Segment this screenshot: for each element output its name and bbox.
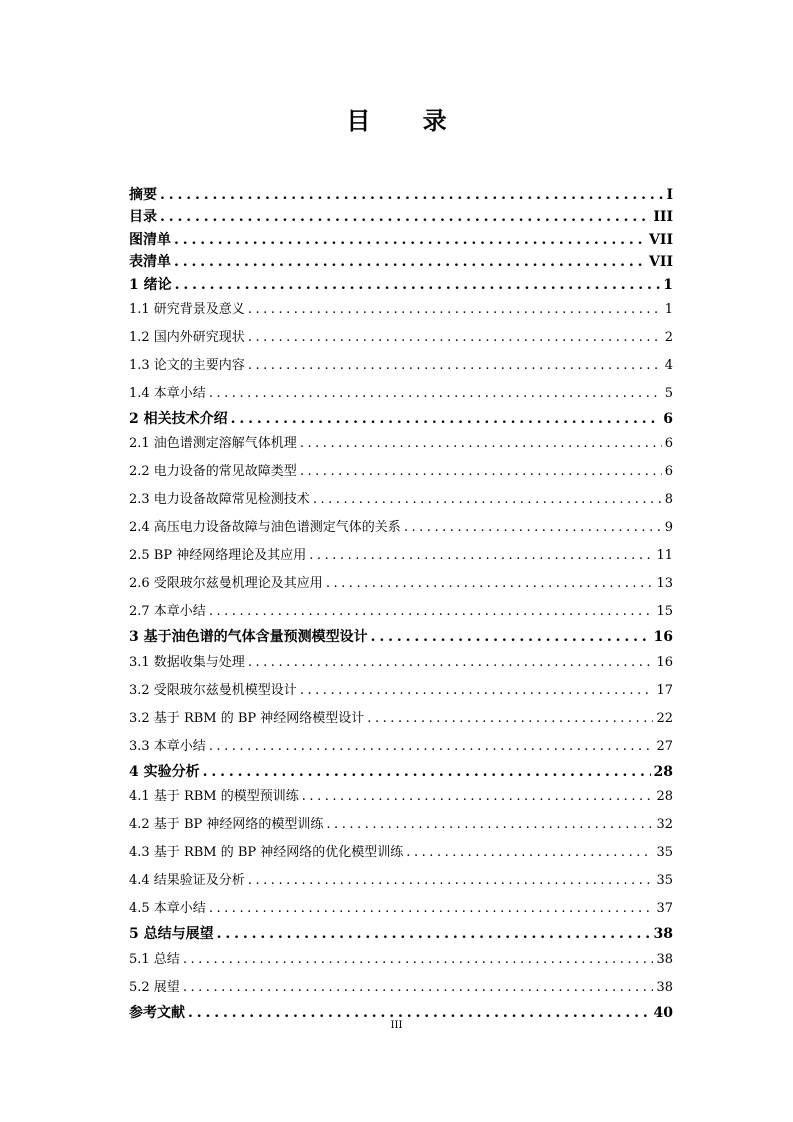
toc-entry[interactable] [129, 974, 673, 1002]
toc-entry-page: 15 [656, 604, 673, 620]
dot-leader [406, 839, 653, 867]
dot-leader [313, 486, 662, 514]
dot-leader [209, 733, 654, 761]
toc-entry[interactable] [129, 839, 673, 867]
toc-entry-page: 38 [653, 926, 673, 943]
toc-entry[interactable] [129, 458, 673, 486]
dot-leader [371, 626, 651, 648]
toc-entry[interactable] [129, 514, 673, 542]
toc-entry-label: 表清单 [129, 254, 171, 271]
dot-leader [209, 598, 654, 626]
toc-entry[interactable] [129, 408, 673, 430]
toc-entry-label: 5 总结与展望 [129, 926, 214, 943]
toc-entry[interactable] [129, 206, 673, 228]
dot-leader [160, 184, 663, 206]
dot-leader [203, 761, 651, 783]
toc-entry-page: 40 [653, 1004, 673, 1021]
toc-entry-label: 2.5 BP 神经网络理论及其应用 [129, 548, 307, 564]
toc-entry-page: 2 [664, 329, 673, 345]
toc-entry-label: 1.3 论文的主要内容 [129, 357, 245, 373]
toc-entry[interactable] [129, 733, 673, 761]
toc-entry-label: 摘要 [129, 187, 157, 203]
toc-entry-page: 27 [656, 738, 673, 754]
dot-leader [175, 274, 661, 296]
toc-entry-label: 3.1 数据收集与处理 [129, 654, 245, 670]
dot-leader [248, 296, 662, 324]
toc-entry-page: 35 [656, 873, 673, 889]
toc-entry-page: 1 [663, 276, 673, 293]
dot-leader [160, 206, 650, 228]
dot-leader [367, 705, 653, 733]
toc-entry[interactable] [129, 895, 673, 923]
toc-entry-page: 11 [656, 548, 673, 564]
toc-entry-label: 5.2 展望 [129, 979, 180, 995]
dot-leader [217, 923, 651, 945]
toc-entry[interactable] [129, 570, 673, 598]
toc-entry-label: 2.2 电力设备的常见故障类型 [129, 464, 297, 480]
toc-entry[interactable] [129, 867, 673, 895]
dot-leader [300, 677, 654, 705]
toc-entry-page: 38 [656, 979, 673, 995]
toc-entry[interactable] [129, 705, 673, 733]
toc-entry-page: 6 [664, 464, 673, 480]
toc-entry-label: 参考文献 [129, 1004, 185, 1021]
toc-entry-page: 32 [656, 817, 673, 833]
toc-entry-page: 37 [656, 901, 673, 917]
dot-leader [248, 867, 654, 895]
toc-entry-page: 38 [656, 951, 673, 967]
toc-entry-label: 4 实验分析 [129, 763, 200, 780]
toc-entry-label: 4.2 基于 BP 神经网络的模型训练 [129, 817, 324, 833]
toc-entry-label: 2.4 高压电力设备故障与油色谱测定气体的关系 [129, 520, 401, 536]
dot-leader [300, 430, 662, 458]
toc-entry[interactable] [129, 184, 673, 206]
toc-entry[interactable] [129, 352, 673, 380]
dot-leader [174, 229, 646, 251]
toc-entry-label: 3.3 本章小结 [129, 738, 206, 754]
toc-entry-label: 5.1 总结 [129, 951, 180, 967]
dot-leader [404, 514, 662, 542]
page-title: 目 录 [346, 106, 469, 135]
toc-entry-label: 1.1 研究背景及意义 [129, 301, 245, 317]
toc-entry-page: VII [649, 231, 673, 248]
toc-entry-page: 28 [656, 789, 673, 805]
toc-entry-label: 2 相关技术介绍 [129, 410, 228, 427]
toc-entry-label: 2.7 本章小结 [129, 604, 206, 620]
dot-leader [326, 811, 653, 839]
toc-entry-page: 13 [656, 576, 673, 592]
dot-leader [209, 380, 662, 408]
toc-entry-label: 2.1 油色谱测定溶解气体机理 [129, 436, 297, 452]
toc-entry[interactable] [129, 626, 673, 648]
dot-leader [174, 251, 646, 273]
toc-entry[interactable] [129, 946, 673, 974]
dot-leader [326, 570, 654, 598]
toc-entry-page: 22 [656, 710, 673, 726]
toc-entry-page: III [653, 209, 673, 226]
toc-entry-label: 3 基于油色谱的气体含量预测模型设计 [129, 629, 368, 646]
dot-leader [302, 783, 654, 811]
toc-entry[interactable] [129, 923, 673, 945]
toc-entry-label: 2.6 受限玻尔兹曼机理论及其应用 [129, 576, 323, 592]
toc-entry[interactable] [129, 324, 673, 352]
toc-entry-label: 4.5 本章小结 [129, 901, 206, 917]
toc-entry-page: I [666, 187, 673, 203]
toc-entry-page: 6 [663, 410, 673, 427]
toc-entry-page: 8 [664, 492, 673, 508]
toc-entry-page: 35 [656, 845, 673, 861]
toc-entry-label: 图清单 [129, 231, 171, 248]
dot-leader [183, 946, 654, 974]
toc-entry[interactable] [129, 783, 673, 811]
table-of-contents [129, 184, 673, 1024]
toc-entry-page: 16 [653, 629, 673, 646]
toc-entry-page: 4 [664, 357, 673, 373]
toc-entry[interactable] [129, 274, 673, 296]
dot-leader [231, 408, 661, 430]
toc-entry-page: 9 [664, 520, 673, 536]
toc-entry-label: 1.2 国内外研究现状 [129, 329, 245, 345]
toc-entry[interactable] [129, 542, 673, 570]
dot-leader [209, 895, 654, 923]
toc-entry[interactable] [129, 649, 673, 677]
toc-entry[interactable] [129, 296, 673, 324]
dot-leader [300, 458, 662, 486]
toc-entry[interactable] [129, 380, 673, 408]
toc-entry-label: 4.3 基于 RBM 的 BP 神经网络的优化模型训练 [129, 845, 404, 861]
toc-entry[interactable] [129, 229, 673, 251]
toc-entry-label: 3.2 基于 RBM 的 BP 神经网络模型设计 [129, 710, 365, 726]
dot-leader [309, 542, 653, 570]
toc-entry[interactable] [129, 486, 673, 514]
toc-entry-page: VII [649, 254, 673, 271]
toc-entry-label: 1 绪论 [129, 276, 172, 293]
toc-entry-page: 16 [656, 654, 673, 670]
toc-entry[interactable] [129, 430, 673, 458]
toc-entry[interactable] [129, 761, 673, 783]
toc-entry-page: 1 [664, 301, 673, 317]
dot-leader [248, 649, 654, 677]
toc-entry[interactable] [129, 598, 673, 626]
toc-entry-page: 28 [653, 763, 673, 780]
toc-entry-page: 17 [656, 682, 673, 698]
toc-entry[interactable] [129, 677, 673, 705]
toc-entry[interactable] [129, 811, 673, 839]
toc-entry[interactable] [129, 251, 673, 273]
toc-entry-page: 5 [664, 385, 673, 401]
page-number: III [390, 1020, 403, 1031]
toc-entry-page: 6 [664, 436, 673, 452]
toc-entry-label: 4.4 结果验证及分析 [129, 873, 245, 889]
toc-entry-label: 目录 [129, 209, 157, 226]
toc-entry-label: 4.1 基于 RBM 的模型预训练 [129, 789, 299, 805]
toc-entry-label: 2.3 电力设备故障常见检测技术 [129, 492, 310, 508]
dot-leader [248, 352, 662, 380]
dot-leader [183, 974, 654, 1002]
toc-entry-label: 1.4 本章小结 [129, 385, 206, 401]
dot-leader [248, 324, 662, 352]
toc-entry-label: 3.2 受限玻尔兹曼机模型设计 [129, 682, 297, 698]
